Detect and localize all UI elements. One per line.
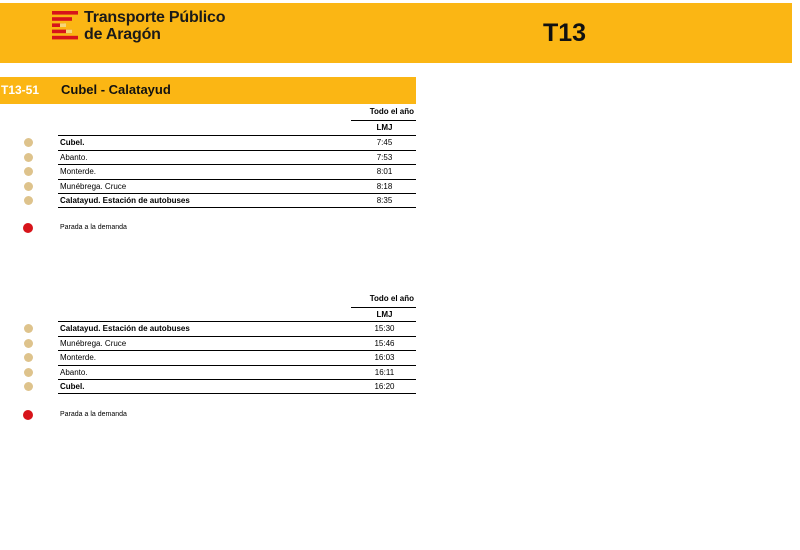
stop-row	[0, 179, 420, 194]
stop-time: 15:30	[374, 324, 395, 333]
stop-dot-icon	[24, 182, 33, 191]
stop-dot-icon	[24, 353, 33, 362]
stop-dot-icon	[24, 167, 33, 176]
brand-name	[84, 9, 225, 43]
stop-name: Cubel.	[60, 138, 85, 147]
header-bar	[0, 3, 792, 63]
stop-row	[0, 321, 420, 336]
route-bar	[0, 77, 416, 104]
stop-dot-icon	[24, 138, 33, 147]
stop-time: 8:18	[376, 181, 393, 191]
stop-time: 15:46	[374, 338, 395, 348]
stop-name: Munébrega. Cruce	[60, 181, 127, 191]
stop-name: Calatayud. Estación de autobuses	[60, 324, 190, 333]
stop-row	[0, 150, 420, 165]
days-label: LMJ	[376, 123, 393, 132]
stop-dot-icon	[24, 382, 33, 391]
stop-dot-icon	[24, 324, 33, 333]
stop-name: Cubel.	[60, 382, 85, 391]
stop-name: Calatayud. Estación de autobuses	[60, 196, 190, 205]
stop-row	[0, 350, 420, 365]
stop-time: 7:45	[376, 138, 393, 147]
stop-time: 8:01	[376, 167, 393, 176]
legend	[0, 409, 420, 423]
stop-row	[0, 193, 420, 208]
stop-name: Monterde.	[60, 353, 97, 362]
stop-dot-icon	[24, 196, 33, 205]
stop-row	[0, 336, 420, 351]
stop-list	[0, 321, 420, 394]
on-demand-dot-icon	[23, 223, 33, 233]
season-label: Todo el año	[351, 294, 416, 308]
stop-row	[0, 164, 420, 179]
stop-time: 16:11	[374, 367, 395, 377]
route-code: T13-51	[1, 83, 40, 97]
stop-row	[0, 135, 420, 150]
stop-time: 16:03	[374, 353, 395, 362]
stop-name: Munébrega. Cruce	[60, 338, 127, 348]
stop-row	[0, 365, 420, 380]
brand-line-2: de Aragón	[84, 26, 161, 43]
on-demand-dot-icon	[23, 410, 33, 420]
aragon-transport-logo-icon	[52, 11, 78, 43]
stop-dot-icon	[24, 368, 33, 377]
stop-dot-icon	[24, 339, 33, 348]
legend-label: Parada a la demanda	[60, 224, 127, 231]
stop-name: Abanto.	[60, 152, 88, 162]
stop-list	[0, 135, 420, 208]
stop-name: Abanto.	[60, 367, 88, 377]
stop-time: 16:20	[374, 382, 395, 391]
stop-time: 8:35	[376, 196, 393, 205]
days-label: LMJ	[376, 310, 393, 319]
stop-dot-icon	[24, 153, 33, 162]
stop-time: 7:53	[376, 152, 393, 162]
brand-line-1: Transporte Público	[84, 9, 226, 26]
stop-name: Monterde.	[60, 167, 97, 176]
season-label: Todo el año	[351, 107, 416, 121]
stop-row	[0, 379, 420, 394]
legend	[0, 222, 420, 236]
route-name: Cubel - Calatayud	[61, 82, 171, 97]
legend-label: Parada a la demanda	[60, 411, 127, 418]
line-code: T13	[543, 19, 587, 47]
